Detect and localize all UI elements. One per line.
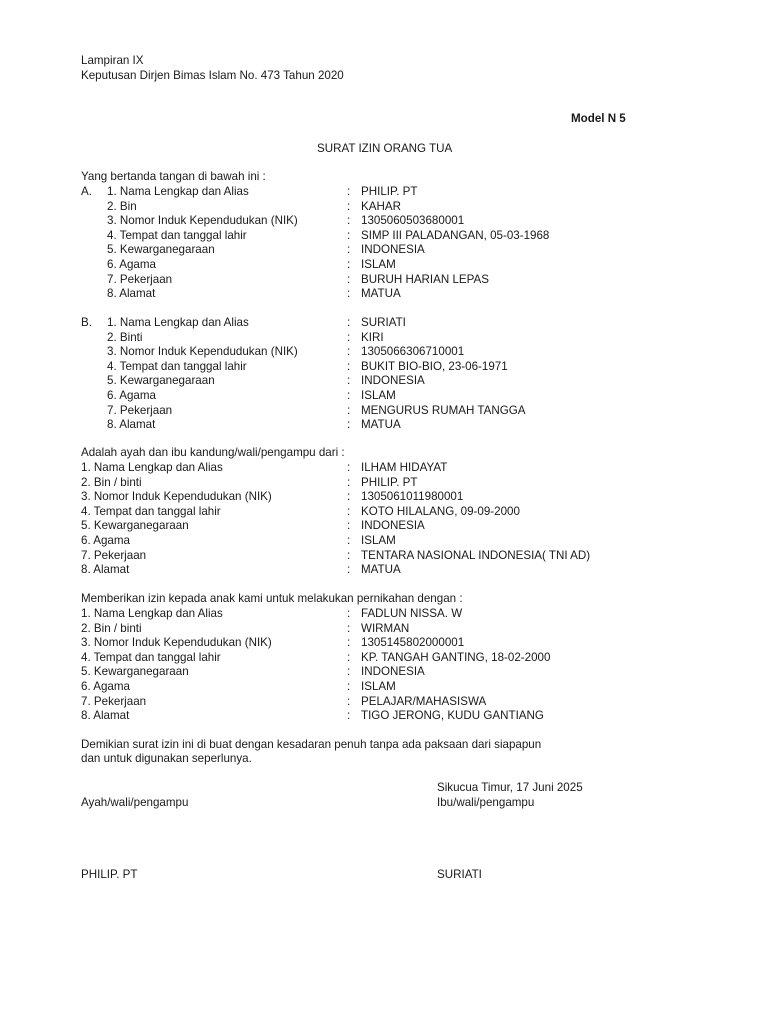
field-label: 1. Nama Lengkap dan Alias [81,607,223,620]
field-value: INDONESIA [361,374,425,388]
colon-separator: : [347,461,351,474]
colon-separator: : [347,258,351,271]
field-value: BUKIT BIO-BIO, 23-06-1971 [361,359,508,373]
field-row [81,418,681,433]
colon-separator: : [347,490,351,504]
field-row [81,273,681,288]
field-value: SURIATI [361,316,406,329]
colon-separator: : [347,214,351,228]
field-row [81,461,681,476]
field-row [81,476,681,491]
colon-separator: : [347,709,351,723]
field-label: 6. Agama [107,258,156,271]
field-label: 6. Agama [81,534,130,547]
field-row [81,607,681,622]
colon-separator: : [347,548,351,562]
signature-right-role: Ibu/wali/pengampu [437,796,535,809]
field-value: 1305145802000001 [361,636,465,650]
field-label: 5. Kewarganegaraan [81,665,189,679]
field-value: BURUH HARIAN LEPAS [361,272,489,286]
field-label: 4. Tempat dan tanggal lahir [81,650,221,664]
field-label: 8. Alamat [107,418,156,432]
field-value: TIGO JERONG, KUDU GANTIANG [361,709,544,723]
intro-text: Yang bertanda tangan di bawah ini : [81,170,266,183]
colon-separator: : [347,650,351,664]
field-row [81,287,681,302]
field-value: ILHAM HIDAYAT [361,461,448,474]
field-row [81,636,681,651]
field-label: 4. Tempat dan tanggal lahir [107,228,247,242]
colon-separator: : [347,345,351,359]
field-value: PHILIP. PT [361,185,418,198]
field-row [81,680,681,695]
field-label: 8. Alamat [81,709,130,723]
field-row [81,214,681,229]
colon-separator: : [347,475,351,489]
field-row [81,549,681,564]
field-label: 1. Nama Lengkap dan Alias [81,461,223,474]
field-row [81,563,681,578]
signature-right-name: SURIATI [437,868,482,881]
colon-separator: : [347,621,351,635]
field-label: 7. Pekerjaan [81,694,147,708]
closing-line-2: dan untuk digunakan seperlunya. [81,752,252,765]
field-row [81,490,681,505]
field-label: 5. Kewarganegaraan [107,374,215,388]
field-value: MATUA [361,418,401,432]
field-label: 1. Nama Lengkap dan Alias [107,316,249,329]
field-row [81,331,681,346]
field-row [81,651,681,666]
colon-separator: : [347,228,351,242]
field-value: 1305066306710001 [361,345,465,359]
field-label: 3. Nomor Induk Kependudukan (NIK) [107,214,298,228]
colon-separator: : [347,359,351,373]
field-label: 2. Binti [107,330,143,344]
colon-separator: : [347,534,351,547]
place-and-date: Sikucua Timur, 17 Juni 2025 [437,781,583,794]
signature-left-role: Ayah/wali/pengampu [81,796,189,809]
closing-line-1: Demikian surat izin ini di buat dengan kesadaran penuh tanpa ada paksaan dari siapapun [81,738,542,751]
field-label: 5. Kewarganegaraan [81,519,189,533]
field-value: SIMP III PALADANGAN, 05-03-1968 [361,228,550,242]
field-row [81,258,681,273]
colon-separator: : [347,374,351,388]
field-label: 3. Nomor Induk Kependudukan (NIK) [107,345,298,359]
field-value: 1305061011980001 [361,490,464,504]
field-row [81,404,681,419]
field-row [81,389,681,404]
field-value: MENGURUS RUMAH TANGGA [361,403,526,417]
colon-separator: : [347,330,351,344]
field-label: 8. Alamat [107,287,156,301]
field-value: INDONESIA [361,519,425,533]
field-label: 2. Bin / binti [81,475,142,489]
field-row [81,374,681,389]
child-intro-text: Adalah ayah dan ibu kandung/wali/pengampu dari : [81,446,345,459]
field-value: ISLAM [361,680,396,693]
field-value: MATUA [361,563,401,577]
field-value: INDONESIA [361,665,425,679]
field-row [81,519,681,534]
colon-separator: : [347,199,351,213]
field-label: 7. Pekerjaan [81,548,147,562]
field-row [81,622,681,637]
field-value: ISLAM [361,534,396,547]
colon-separator: : [347,694,351,708]
field-value: KOTO HILALANG, 09-09-2000 [361,504,520,518]
colon-separator: : [347,607,351,620]
field-label: 8. Alamat [81,563,130,577]
decree-reference: Keputusan Dirjen Bimas Islam No. 473 Tahun 2020 [81,69,344,82]
field-row [81,229,681,244]
field-value: WIRMAN [361,621,410,635]
field-label: 4. Tempat dan tanggal lahir [81,504,221,518]
field-label: 7. Pekerjaan [107,403,173,417]
section-letter: A. [81,185,92,198]
section-letter: B. [81,316,92,329]
colon-separator: : [347,287,351,301]
colon-separator: : [347,185,351,198]
attachment-label: Lampiran IX [81,54,144,67]
field-row [81,360,681,375]
field-label: 7. Pekerjaan [107,272,173,286]
field-value: MATUA [361,287,401,301]
field-row [81,505,681,520]
field-label: 4. Tempat dan tanggal lahir [107,359,247,373]
colon-separator: : [347,272,351,286]
colon-separator: : [347,636,351,650]
colon-separator: : [347,403,351,417]
field-row [81,316,681,331]
field-label: 2. Bin / binti [81,621,142,635]
field-label: 6. Agama [107,389,156,402]
colon-separator: : [347,504,351,518]
field-label: 5. Kewarganegaraan [107,243,215,257]
field-row [81,695,681,710]
spouse-intro-text: Memberikan izin kepada anak kami untuk melakukan pernikahan dengan : [81,592,463,605]
field-label: 1. Nama Lengkap dan Alias [107,185,249,198]
field-label: 3. Nomor Induk Kependudukan (NIK) [81,636,272,650]
field-label: 3. Nomor Induk Kependudukan (NIK) [81,490,272,504]
field-row [81,243,681,258]
field-value: KP. TANGAH GANTING, 18-02-2000 [361,650,551,664]
field-value: PELAJAR/MAHASISWA [361,694,487,708]
colon-separator: : [347,680,351,693]
field-row [81,665,681,680]
field-value: KAHAR [361,199,401,213]
colon-separator: : [347,519,351,533]
colon-separator: : [347,418,351,432]
field-label: 2. Bin [107,199,137,213]
colon-separator: : [347,243,351,257]
field-label: 6. Agama [81,680,130,693]
field-value: 1305060503680001 [361,214,465,228]
field-row [81,709,681,724]
field-row [81,345,681,360]
field-value: TENTARA NASIONAL INDONESIA( TNI AD) [361,548,591,562]
field-value: PHILIP. PT [361,475,418,489]
field-value: INDONESIA [361,243,425,257]
field-value: ISLAM [361,258,396,271]
colon-separator: : [347,563,351,577]
field-value: FADLUN NISSA. W [361,607,463,620]
field-value: ISLAM [361,389,396,402]
field-row [81,200,681,215]
document-title: SURAT IZIN ORANG TUA [317,142,453,155]
field-row [81,534,681,549]
field-row [81,185,681,200]
model-number: Model N 5 [571,112,626,125]
signature-left-name: PHILIP. PT [81,868,138,881]
field-value: KIRI [361,330,384,344]
colon-separator: : [347,665,351,679]
colon-separator: : [347,389,351,402]
colon-separator: : [347,316,351,329]
